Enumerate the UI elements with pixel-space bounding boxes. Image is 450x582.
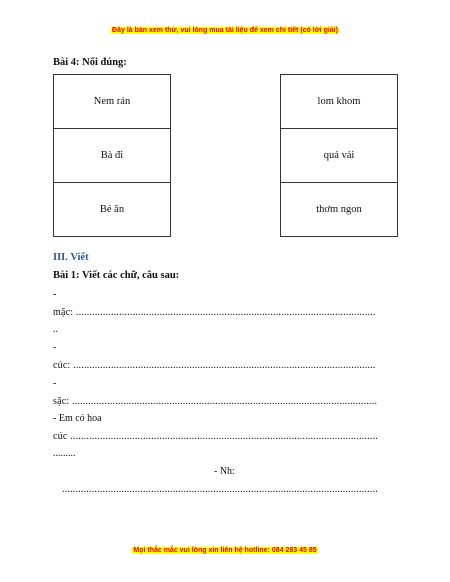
match-left-item[interactable]: Bé ăn <box>54 183 170 237</box>
writing-line: cúc: ................................................................................................................ <box>53 360 376 371</box>
writing-line: - <box>53 342 57 353</box>
section-3-heading: III. Viết <box>53 252 89 263</box>
matching-left-column <box>53 74 171 237</box>
hotline-text: Mọi thắc mắc vui lòng xin liên hệ hotline: 084 283 45 85 <box>133 547 317 554</box>
match-right-item[interactable]: thơm ngon <box>281 183 397 237</box>
writing-line: - Em có hoa <box>53 413 102 424</box>
writing-line: - <box>53 289 57 300</box>
match-right-item[interactable]: lom khom <box>281 75 397 129</box>
writing-line: mặc: ............................................................................................................... <box>53 307 376 318</box>
exercise-4-title: Bài 4: Nối đúng: <box>53 57 127 68</box>
writing-line: ......... <box>53 448 76 459</box>
exercise-1-title: Bài 1: Viết các chữ, câu sau: <box>53 270 180 281</box>
writing-line: .. <box>53 324 58 335</box>
writing-line: cúc .................................................................................................................. <box>53 431 378 442</box>
hotline-banner <box>0 547 450 554</box>
match-left-item[interactable]: Bà đi <box>54 129 170 183</box>
writing-line: ..................................................................................................................... <box>62 484 378 495</box>
writing-line: - Nh: <box>214 466 235 477</box>
writing-line: - <box>53 378 57 389</box>
matching-right-column <box>280 74 398 237</box>
match-right-item[interactable]: quả vải <box>281 129 397 183</box>
match-left-item[interactable]: Nem rán <box>54 75 170 129</box>
preview-notice-banner <box>0 27 450 34</box>
preview-notice-text: Đây là bản xem thử, vui lòng mua tài liệu để xem chi tiết (có lời giải) <box>112 27 338 34</box>
writing-line: sặc: ................................................................................................................. <box>53 396 378 407</box>
